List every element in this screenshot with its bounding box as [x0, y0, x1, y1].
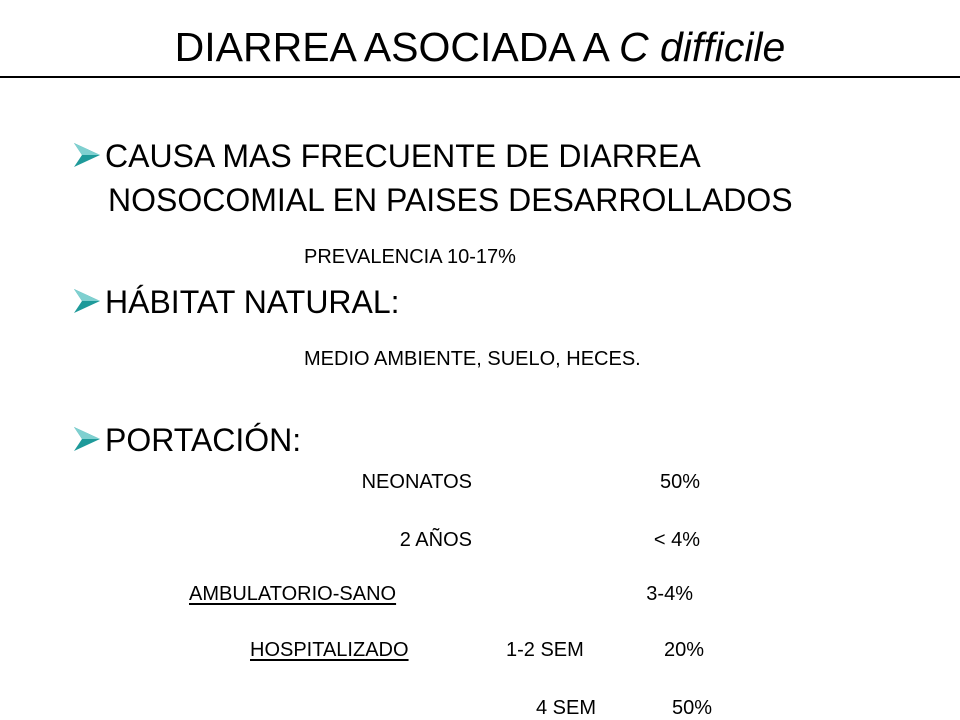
row-2anos-group: 2 AÑOS — [399, 529, 472, 551]
row-ambulatorio-group: AMBULATORIO-SANO — [189, 583, 397, 605]
row-4sem-value: 50% — [671, 697, 712, 719]
bullet-causa-line2: NOSOCOMIAL EN PAISES DESARROLLADOS — [108, 182, 793, 218]
row-ambulatorio-value: 3-4% — [646, 583, 693, 605]
slide-title — [0, 22, 960, 72]
arrowhead-bullet-icon — [72, 424, 102, 454]
title-divider — [0, 76, 960, 78]
row-ambulatorio — [189, 582, 697, 606]
row-hospitalizado-value: 20% — [663, 639, 704, 661]
arrowhead-bullet-icon — [72, 140, 102, 170]
bullet-habitat-label: HÁBITAT NATURAL: — [105, 284, 400, 320]
row-neonatos-value: 50% — [659, 471, 700, 493]
row-2anos-value: < 4% — [653, 529, 700, 551]
habitat-detail: MEDIO AMBIENTE, SUELO, HECES. — [304, 348, 641, 370]
title-organism: C difficile — [619, 24, 786, 70]
row-4sem-period: 4 SEM — [536, 697, 597, 719]
row-hospitalizado-group: HOSPITALIZADO — [250, 639, 409, 661]
arrowhead-bullet-icon — [72, 286, 102, 316]
bullet-causa-line1: CAUSA MAS FRECUENTE DE DIARREA — [105, 138, 701, 174]
bullet-portacion-label: PORTACIÓN: — [105, 422, 302, 458]
row-neonatos-group: NEONATOS — [361, 471, 472, 493]
row-hospitalizado — [250, 638, 708, 662]
row-hospitalizado-period: 1-2 SEM — [506, 639, 584, 661]
prevalence-text: PREVALENCIA 10-17% — [304, 246, 516, 268]
title-main: DIARREA ASOCIADA A — [174, 24, 608, 70]
